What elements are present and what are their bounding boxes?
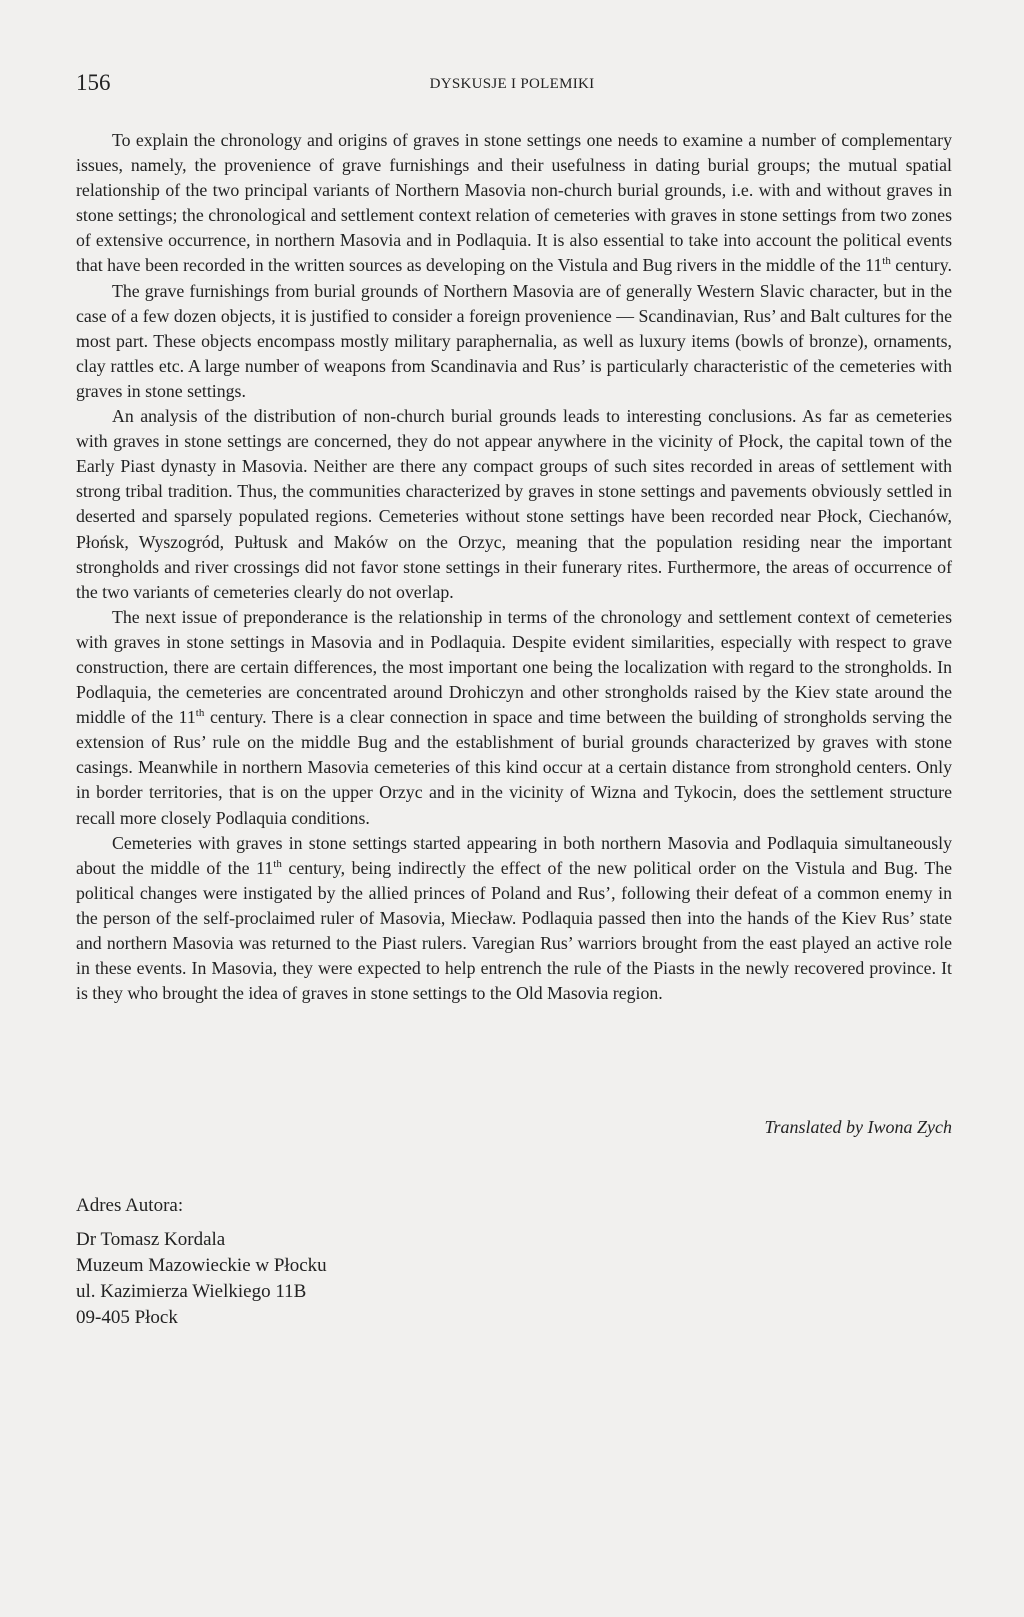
- address-line: ul. Kazimierza Wielkiego 11B: [76, 1281, 307, 1302]
- address-heading: Adres Autora:: [76, 1195, 184, 1216]
- running-head: [76, 70, 948, 104]
- paragraph: The next issue of preponderance is the relationship in terms of the chronology and settlement context of cemeteries with graves in stone settings in Masovia and in Podlaquia. Despite evident similarities, especially with respect to grave construction, there are certain differences, the most important one being the localization with regard to the strongholds. In Podlaquia, the cemeteries are concentrated around Drohiczyn and other strongholds raised by the Kiev state around the middle of the 11th century. There is a clear connection in space and time between the building of strongholds serving the extension of Rus’ rule on the middle Bug and the establishment of burial grounds characterized by graves with stone casings. Meanwhile in northern Masovia cemeteries of this kind occur at a certain distance from stronghold centers. Only in border territories, that is on the upper Orzyc and in the vicinity of Wizna and Tykocin, does the settlement structure recall more closely Podlaquia conditions.: [76, 606, 952, 828]
- page-number: 156: [76, 70, 111, 95]
- translation-credit: Translated by Iwona Zych: [764, 1117, 952, 1137]
- address-line: Muzeum Mazowieckie w Płocku: [76, 1255, 327, 1276]
- article-body: [76, 128, 952, 1006]
- paragraph: Cemeteries with graves in stone settings started appearing in both northern Masovia and Podlaquia simultaneously about the middle of the 11th century, being indirectly the effect of the new political order on the Vistula and Bug. The political changes were instigated by the allied princes of Poland and Rus’, following their defeat of a common enemy in the person of the self-proclaimed ruler of Masovia, Miecław. Podlaquia passed then into the hands of the Kiev Rus’ state and northern Masovia was returned to the Piast rulers. Varegian Rus’ warriors brought from the east played an active role in these events. In Masovia, they were expected to help entrench the rule of the Piasts in the newly recovered province. It is they who brought the idea of graves in stone settings to the Old Masovia region.: [76, 832, 952, 1004]
- address-line: Dr Tomasz Kordala: [76, 1229, 226, 1250]
- paragraph: An analysis of the distribution of non-church burial grounds leads to interesting conclusions. As far as cemeteries with graves in stone settings are concerned, they do not appear anywhere in the vicinity of Płock, the capital town of the Early Piast dynasty in Masovia. Neither are there any compact groups of such sites recorded in areas of settlement with strong tribal tradition. Thus, the communities characterized by graves in stone settings and pavements obviously settled in deserted and sparsely populated regions. Cemeteries without stone settings have been recorded near Płock, Ciechanów, Płońsk, Wyszogród, Pułtusk and Maków on the Orzyc, meaning that the population residing near the important strongholds and river crossings did not favor stone settings in their funerary rites. Furthermore, the areas of occurrence of the two variants of cemeteries clearly do not overlap.: [76, 406, 952, 602]
- section-title: DYSKUSJE I POLEMIKI: [429, 76, 595, 92]
- paragraph: The grave furnishings from burial grounds of Northern Masovia are of generally Western Slavic character, but in the case of a few dozen objects, it is justified to consider a foreign provenience — Scandinavian, Rus’ and Balt cultures for the most part. These objects encompass mostly military paraphernalia, as well as luxury items (bowls of bronze), ornaments, clay rattles etc. A large number of weapons from Scandinavia and Rus’ is particularly characteristic of the cemeteries with graves in stone settings.: [76, 280, 952, 401]
- paragraph: To explain the chronology and origins of graves in stone settings one needs to examine a number of complementary issues, namely, the provenience of grave furnishings and their usefulness in dating burial groups; the mutual spatial relationship of the two principal variants of Northern Masovia non-church burial grounds, i.e. with and without graves in stone settings; the chronological and settlement context relation of cemeteries with graves in stone settings from two zones of extensive occurrence, in northern Masovia and in Podlaquia. It is also essential to take into account the political events that have been recorded in the written sources as developing on the Vistula and Bug rivers in the middle of the 11th century.: [76, 130, 952, 276]
- address-line: 09-405 Płock: [76, 1307, 178, 1328]
- author-address: [76, 1193, 327, 1331]
